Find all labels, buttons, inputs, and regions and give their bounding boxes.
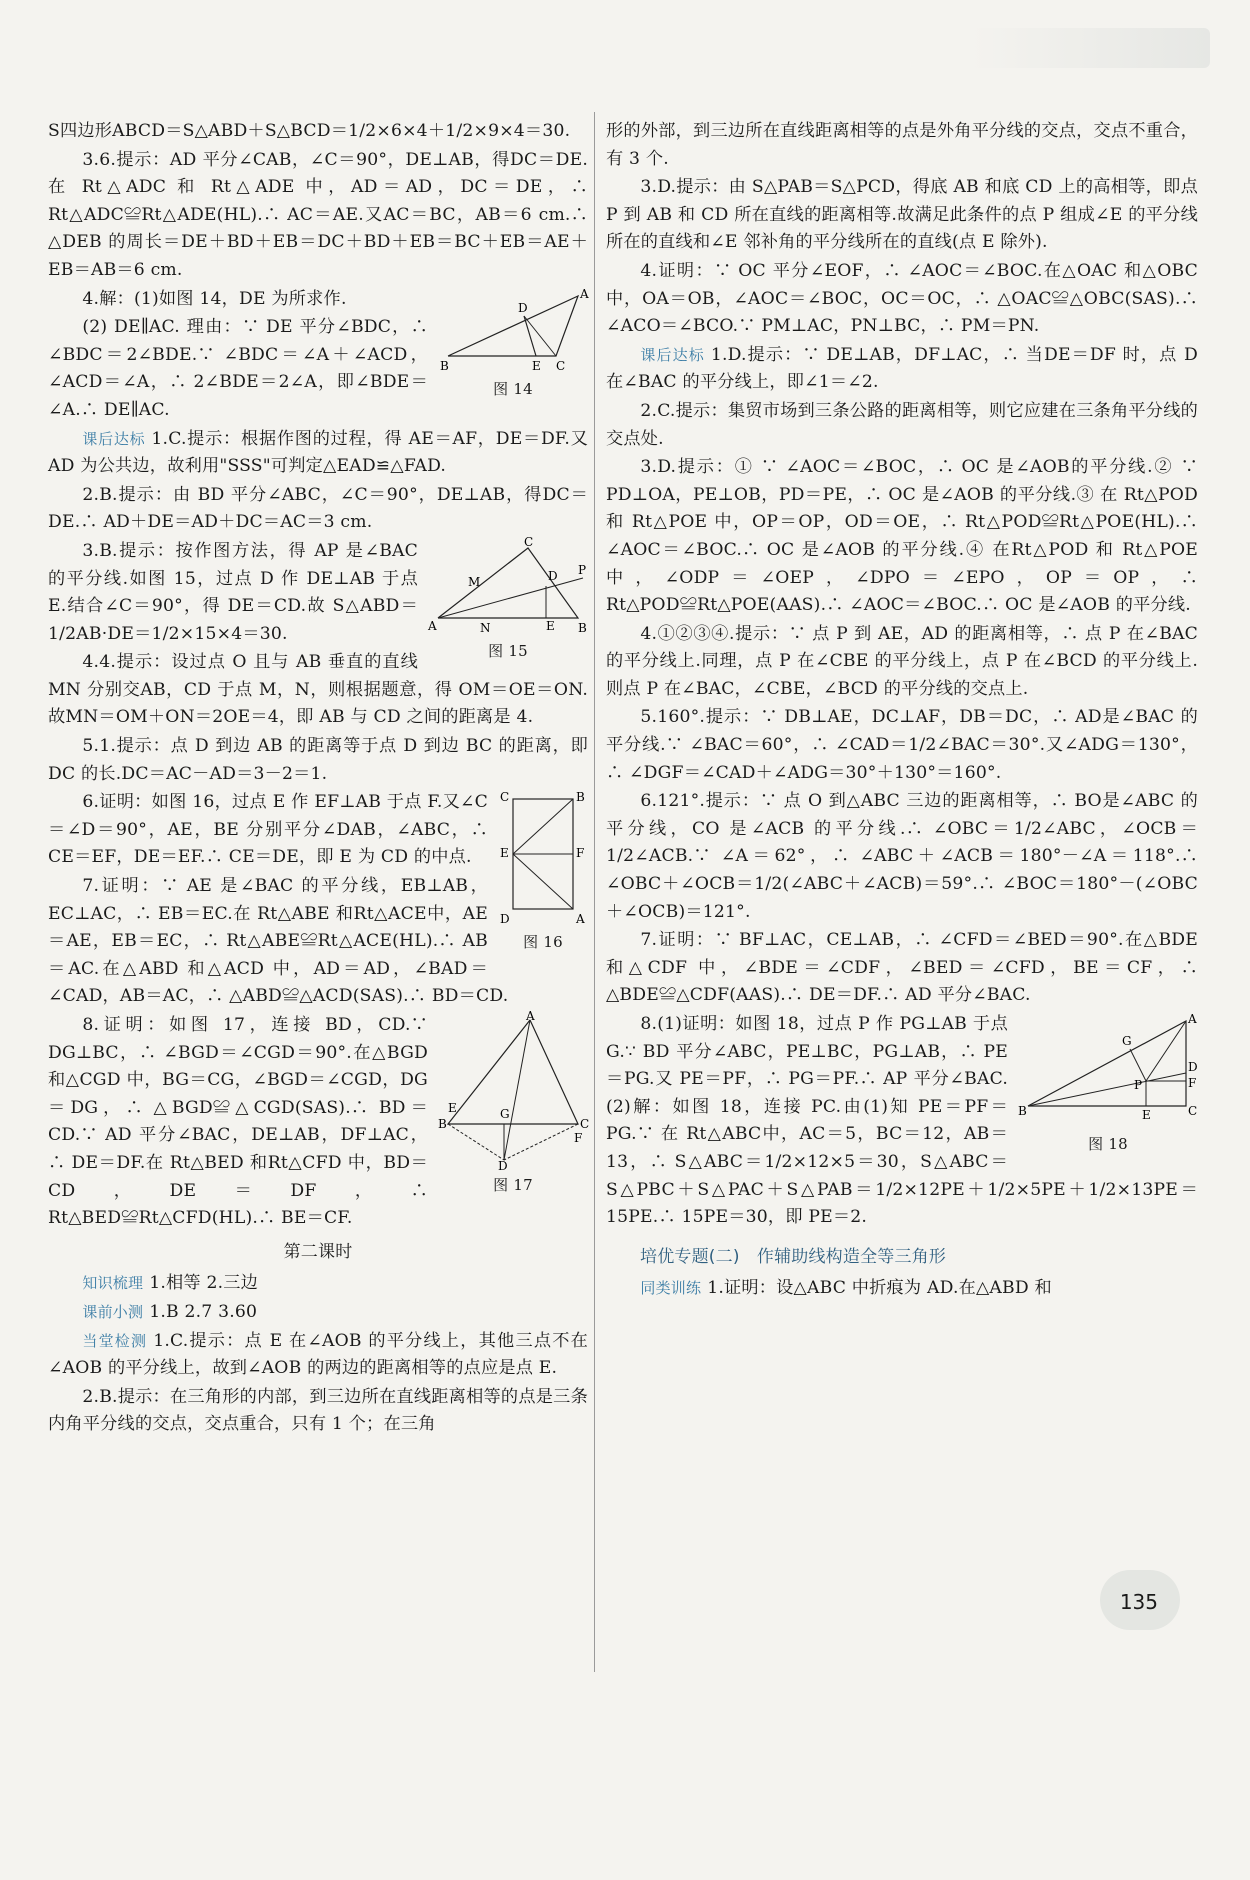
left-paragraph-0: S四边形ABCD＝S△ABD＋S△BCD＝1/2×6×4＋1/2×9×4＝30. [48, 121, 571, 141]
figure-14-drawing [438, 286, 588, 376]
svg-text:G: G [500, 1107, 510, 1121]
column-divider [594, 112, 595, 1672]
left-after-class-3: 4.4.提示：设过点 O 且与 AB 垂直的直线 MN 分别交AB，CD 于点 M，N，则根据题意，得 OM＝OE＝ON.故MN＝OM＋ON＝2OE＝4，即 AB 与 CD 之间的距离是 4. [48, 652, 588, 728]
figure-18-caption: 图 18 [1088, 1135, 1128, 1153]
pretest-text: 1.B 2.7 3.60 [149, 1301, 258, 1322]
svg-text:F: F [576, 846, 585, 861]
right-paragraph-0: 形的外部，到三边所在直线距离相等的点是外角平分线的交点，交点不重合，有 3 个. [606, 121, 1198, 169]
left-after-class-5: 6.证明：如图 16，过点 E 作 EF⊥AB 于点 F.又∠C＝∠D＝90°，AE，BE 分别平分∠DAB，∠ABC，∴ CE＝EF，DE＝EF.∴ CE＝DE，即 E 为 CD 的中点. [48, 792, 488, 868]
right-after-class-3: 4.①②③④.提示：∵ 点 P 到 AE，AD 的距离相等，∴ 点 P 在∠BAC 的平分线上.同理，点 P 在∠CBE 的平分线上，点 P 在∠BCD 的平分线上.则点 P 在∠BAC，∠CBE，∠BCD 的平分线的交点上. [606, 623, 1198, 699]
figure-18-drawing [1018, 1011, 1198, 1131]
left-after-class-4: 5.1.提示：点 D 到边 AB 的距离等于点 D 到边 BC 的距离，即 DC 的长.DC＝AC－AD＝3－2＝1. [48, 736, 588, 784]
figure-17 [438, 1009, 590, 1200]
right-column [606, 118, 1198, 1304]
left-after-class-7: 8.证明：如图 17，连接 BD，CD.∵ DG⊥BC，∴ ∠BGD＝∠CGD＝90°.在△BGD 和△CGD 中，BG＝CG，∠BGD＝∠CGD，DG＝DG，∴ △BGD≌△CGD(SAS).∴ BD＝CD.∵ AD 平分∠BAC，DE⊥AB，DF⊥AC，∴ DE＝DF.在 Rt△BED 和Rt△CFD 中，BD＝CD，DE＝DF，∴ Rt△BED≌Rt△CFD(HL).∴ BE＝CF. [48, 1015, 428, 1229]
figure-16-caption: 图 16 [523, 933, 563, 952]
svg-text:D: D [548, 568, 558, 583]
right-after-class-5: 6.121°.提示：∵ 点 O 到△ABC 三边的距离相等，∴ BO是∠ABC 的平分线，CO 是∠ACB 的平分线.∴ ∠OBC＝1/2∠ABC，∠OCB＝1/2∠ACB.∵ ∠A＝62°，∴ ∠ABC＋∠ACB＝180°－∠A＝118°.∴ ∠OBC＋∠OCB＝1/2(∠ABC＋∠ACB)＝59°.∴ ∠BOC＝180°－(∠OBC＋∠OCB)＝121°. [606, 791, 1198, 922]
inclass-0: 1.C.提示：点 E 在∠AOB 的平分线上，其他三点不在∠AOB 的平分线上，故到∠AOB 的两边的距离相等的点应是点 E. [48, 1330, 588, 1379]
figure-17-drawing [438, 1009, 590, 1173]
left-after-class-1: 2.B.提示：由 BD 平分∠ABC，∠C＝90°，DE⊥AB，得DC＝DE.∴ AD＋DE＝AD＋DC＝AC＝3 cm. [48, 484, 588, 533]
left-paragraph-2: 4.解：(1)如图 14，DE 为所求作. [82, 288, 347, 309]
svg-text:E: E [448, 1101, 457, 1115]
same-type-text: 1.证明：设△ABC 中折痕为 AD.在△ABD 和 [707, 1278, 1052, 1299]
same-type-label: 同类训练 [640, 1279, 702, 1298]
svg-text:C: C [524, 534, 534, 549]
svg-text:A: A [428, 618, 437, 633]
left-after-class-2: 3.B.提示：按作图方法，得 AP 是∠BAC 的平分线.如图 15，过点 D 作 DE⊥AB 于点 E.结合∠C＝90°，得 DE＝CD.故 S△ABD＝1/2AB·DE＝1/2×15×4＝30. [48, 540, 418, 644]
right-after-class-label: 课后达标 [640, 345, 705, 364]
left-after-class-6: 7.证明：∵ AE 是∠BAC 的平分线，EB⊥AB，EC⊥AC，∴ EB＝EC.在 Rt△ABE 和Rt△ACE中，AE＝AE，EB＝EC，∴ Rt△ABE≌Rt△ACE(HL).∴ AB＝AC.在△ABD 和△ACD 中，AD＝AD，∠BAD＝∠CAD，AB＝AC，∴ △ABD≌△ACD(SAS).∴ BD＝CD. [48, 876, 509, 1007]
right-after-class-2: 3.D.提示：① ∵ ∠AOC＝∠BOC，∴ OC 是∠AOB的平分线.② ∵ PD⊥OA，PE⊥OB，PD＝PE，∴ OC 是∠AOB 的平分线.③ 在 Rt△POD 和 Rt△POE 中，OP＝OP，OD＝OE，∴ Rt△POD≌Rt△POE(HL).∴ ∠AOC＝∠BOC.∴ OC 是∠AOB 的平分线.④ 在Rt△POD 和 Rt△POE 中，∠ODP＝∠OEP，∠DPO＝∠EPO，OP＝OP，∴ Rt△POD≌Rt△POE(AAS).∴ ∠AOC＝∠BOC.∴ OC 是∠AOB 的平分线. [606, 457, 1198, 616]
right-after-class-1: 2.C.提示：集贸市场到三条公路的距离相等，则它应建在三条角平分线的交点处. [606, 400, 1198, 449]
figure-15-drawing [428, 534, 588, 638]
inclass-1: 2.B.提示：在三角形的内部，到三边所在直线距离相等的点是三条内角平分线的交点，交点重合，只有 1 个；在三角 [48, 1386, 588, 1435]
svg-text:D: D [1188, 1060, 1198, 1074]
left-paragraph-1: 3.6.提示：AD 平分∠CAB，∠C＝90°，DE⊥AB，得DC＝DE.在 Rt△ADC 和 Rt△ADE 中，AD＝AD，DC＝DE，∴ Rt△ADC≌Rt△ADE(HL).∴ AC＝AE.又AC＝BC，AB＝6 cm.∴ △DEB 的周长＝DE＋BD＋EB＝DC＋BD＋EB＝BC＋EB＝AE＋EB＝AB＝6 cm. [48, 149, 588, 280]
corner-decoration [970, 28, 1210, 68]
svg-text:E: E [532, 358, 541, 373]
svg-text:B: B [576, 790, 586, 805]
svg-text:B: B [1018, 1104, 1028, 1118]
knowledge-label: 知识梳理 [82, 1274, 144, 1293]
right-paragraph-2: 4.证明：∵ OC 平分∠EOF，∴ ∠AOC＝∠BOC.在△OAC 和△OBC 中，OA＝OB，∠AOC＝∠BOC，OC＝OC，∴ △OAC≌△OBC(SAS).∴ ∠ACO＝∠BCO.∵ PM⊥AC，PN⊥BC，∴ PM＝PN. [606, 260, 1198, 337]
figure-17-caption: 图 17 [493, 1176, 533, 1194]
special-topic-title: 培优专题(二) 作辅助线构造全等三角形 [640, 1246, 947, 1267]
figure-15-caption: 图 15 [488, 641, 528, 660]
svg-text:D: D [518, 300, 528, 315]
svg-text:E: E [546, 618, 555, 633]
svg-text:P: P [578, 562, 587, 577]
pretest-label: 课前小测 [82, 1302, 144, 1321]
svg-text:B: B [438, 1117, 448, 1131]
left-paragraph-3: (2) DE∥AC. 理由：∵ DE 平分∠BDC，∴ ∠BDC＝2∠BDE.∵ ∠BDC＝∠A＋∠ACD，∠ACD＝∠A，∴ 2∠BDE＝2∠A，即∠BDE＝∠A.∴ DE∥AC. [48, 317, 428, 420]
svg-text:P: P [1134, 1078, 1143, 1092]
figure-14-caption: 图 14 [493, 379, 533, 398]
svg-text:B: B [440, 358, 450, 373]
figure-16 [498, 789, 588, 957]
svg-text:C: C [556, 358, 566, 373]
figure-18 [1018, 1011, 1198, 1159]
svg-text:M: M [468, 574, 481, 589]
right-after-class-4: 5.160°.提示：∵ DB⊥AE，DC⊥AF，DB＝DC，∴ AD是∠BAC 的平分线.∵ ∠BAC＝60°，∴ ∠CAD＝1/2∠BAC＝30°.又∠ADG＝130°，∴ ∠DGF＝∠CAD＋∠ADG＝30°＋130°＝160°. [606, 707, 1198, 783]
knowledge-text: 1.相等 2.三边 [149, 1273, 259, 1294]
right-paragraph-1: 3.D.提示：由 S△PAB＝S△PCD，得底 AB 和底 CD 上的高相等，即点 P 到 AB 和 CD 所在直线的距离相等.故满足此条件的点 P 组成∠E 的平分线所在的直线和∠E 邻补角的平分线所在的直线(点 E 除外). [606, 177, 1198, 253]
svg-text:G: G [1122, 1034, 1132, 1048]
right-after-class-7: 8.(1)证明：如图 18，过点 P 作 PG⊥AB 于点 G.∵ BD 平分∠ABC，PE⊥BC，PG⊥AB，∴ PE＝PG.又 PE＝PF，∴ PG＝PF.∴ AP 平分∠BAC. (2)解：如图 18，连接 PC.由(1)知 PE＝PF＝PG.∵ 在 Rt△ABC中，AC＝5，BC＝12，AB＝13，∴ S△ABC＝1/2×12×5＝30，S△ABC＝S△PBC＋S△PAC＋S△PAB＝1/2×12PE＋1/2×5PE＋1/2×13PE＝15PE.∴ 15PE＝30，即 PE＝2. [606, 1014, 1198, 1228]
svg-text:C: C [1188, 1104, 1198, 1118]
figure-14 [438, 286, 588, 404]
svg-text:A: A [576, 912, 585, 927]
svg-text:F: F [1188, 1076, 1197, 1090]
svg-text:D: D [498, 1159, 508, 1173]
figure-15 [428, 534, 588, 666]
page-number: 135 [1119, 1590, 1158, 1614]
svg-text:A: A [526, 1009, 535, 1023]
svg-text:A: A [1188, 1012, 1197, 1026]
svg-text:E: E [1142, 1108, 1151, 1122]
svg-text:D: D [500, 912, 510, 927]
left-after-class-0: 1.C.提示：根据作图的过程，得 AE＝AF，DE＝DF.又 AD 为公共边，故利用"SSS"可判定△EAD≌△FAD. [48, 428, 588, 477]
svg-text:F: F [574, 1131, 583, 1145]
svg-text:E: E [500, 846, 509, 861]
svg-text:C: C [580, 1117, 590, 1131]
svg-text:A: A [580, 286, 589, 301]
right-after-class-0: 1.D.提示：∵ DE⊥AB，DF⊥AC，∴ 当DE＝DF 时，点 D 在∠BAC 的平分线上，即∠1＝∠2. [606, 344, 1198, 393]
second-lesson-title: 第二课时 [283, 1241, 353, 1262]
figure-16-drawing [498, 789, 588, 929]
svg-text:B: B [578, 620, 588, 635]
svg-text:N: N [480, 620, 491, 635]
svg-text:C: C [500, 790, 510, 805]
right-after-class-6: 7.证明：∵ BF⊥AC，CE⊥AB，∴ ∠CFD＝∠BED＝90°.在△BDE 和△CDF 中，∠BDE＝∠CDF，∠BED＝∠CFD，BE＝CF，∴ △BDE≌△CDF(AAS).∴ DE＝DF.∴ AD 平分∠BAC. [606, 930, 1198, 1006]
left-column [48, 118, 588, 1440]
after-class-label: 课后达标 [82, 429, 146, 448]
inclass-label: 当堂检测 [82, 1331, 148, 1350]
